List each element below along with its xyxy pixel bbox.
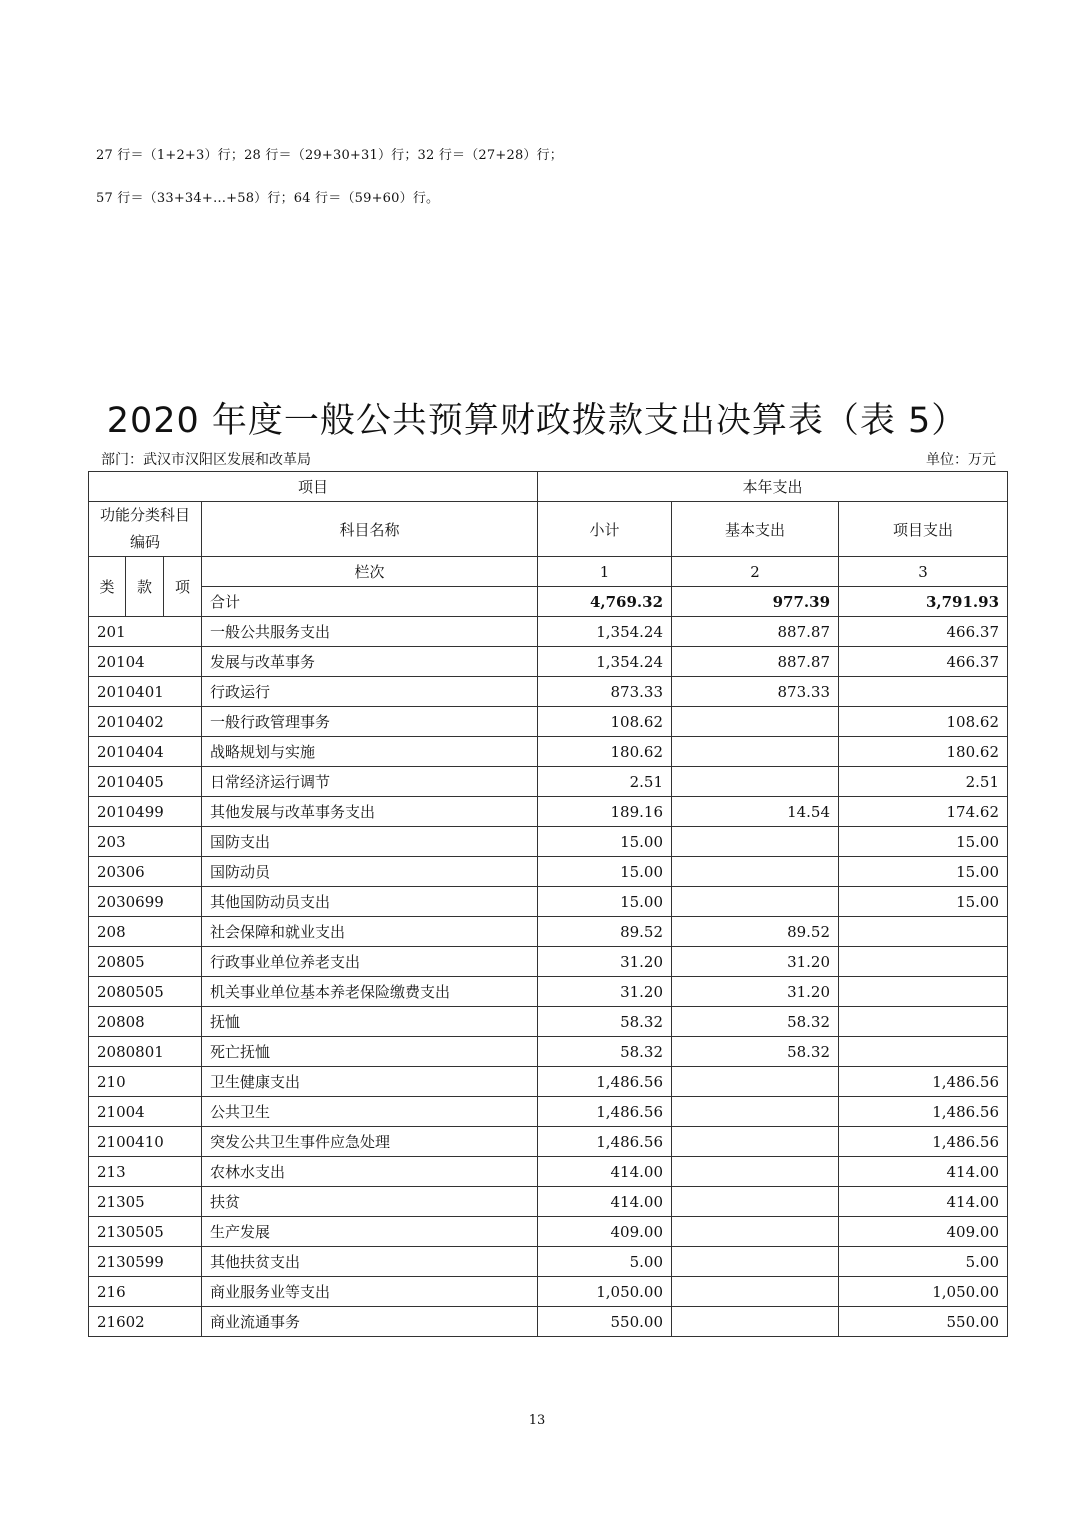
row-code: 203: [89, 827, 202, 857]
header-col1: 1: [538, 557, 672, 587]
row-basic: 58.32: [672, 1037, 839, 1067]
row-name: 生产发展: [202, 1217, 538, 1247]
row-project: 180.62: [839, 737, 1008, 767]
row-basic: 89.52: [672, 917, 839, 947]
row-project: [839, 917, 1008, 947]
row-basic: [672, 1097, 839, 1127]
page-number: 13: [528, 1413, 546, 1428]
row-basic: [672, 1067, 839, 1097]
row-subtotal: 414.00: [538, 1157, 672, 1187]
row-project: [839, 977, 1008, 1007]
row-code: 21305: [89, 1187, 202, 1217]
header-kuan: 款: [126, 557, 164, 617]
row-code: 2130505: [89, 1217, 202, 1247]
row-project: 1,050.00: [839, 1277, 1008, 1307]
table-row: [89, 617, 1008, 647]
row-project: 466.37: [839, 617, 1008, 647]
row-name: 农林水支出: [202, 1157, 538, 1187]
row-subtotal: 89.52: [538, 917, 672, 947]
row-subtotal: 5.00: [538, 1247, 672, 1277]
row-code: 20805: [89, 947, 202, 977]
row-project: 1,486.56: [839, 1127, 1008, 1157]
table-row: [89, 917, 1008, 947]
table-row: [89, 887, 1008, 917]
row-name: 扶贫: [202, 1187, 538, 1217]
row-subtotal: 189.16: [538, 797, 672, 827]
row-basic: [672, 737, 839, 767]
row-basic: [672, 1247, 839, 1277]
table-row: [89, 707, 1008, 737]
row-subtotal: 550.00: [538, 1307, 672, 1337]
row-subtotal: 15.00: [538, 857, 672, 887]
row-name: 商业服务业等支出: [202, 1277, 538, 1307]
row-code: 2080505: [89, 977, 202, 1007]
row-project: [839, 677, 1008, 707]
row-subtotal: 1,050.00: [538, 1277, 672, 1307]
row-name: 国防支出: [202, 827, 538, 857]
row-code: 21602: [89, 1307, 202, 1337]
row-name: 行政运行: [202, 677, 538, 707]
table-row: [89, 827, 1008, 857]
row-subtotal: 15.00: [538, 887, 672, 917]
row-name: 日常经济运行调节: [202, 767, 538, 797]
formula-note-2: 57 行＝（33+34+…+58）行；64 行＝（59+60）行。: [96, 191, 440, 206]
row-subtotal: 1,486.56: [538, 1097, 672, 1127]
row-name: 死亡抚恤: [202, 1037, 538, 1067]
row-subtotal: 1,486.56: [538, 1127, 672, 1157]
row-basic: [672, 707, 839, 737]
row-basic: [672, 1217, 839, 1247]
row-project: 550.00: [839, 1307, 1008, 1337]
row-name: 发展与改革事务: [202, 647, 538, 677]
header-col2: 2: [672, 557, 839, 587]
row-project: [839, 1037, 1008, 1067]
table-row: [89, 1127, 1008, 1157]
row-basic: 873.33: [672, 677, 839, 707]
row-project: 108.62: [839, 707, 1008, 737]
row-code: 2130599: [89, 1247, 202, 1277]
row-code: 20104: [89, 647, 202, 677]
header-subtotal: 小计: [538, 502, 672, 557]
row-project: 466.37: [839, 647, 1008, 677]
row-basic: [672, 857, 839, 887]
formula-note-1: 27 行＝（1+2+3）行；28 行＝（29+30+31）行；32 行＝（27+28）行；: [96, 148, 564, 163]
unit-label: 单位：万元: [926, 452, 996, 468]
row-project: 1,486.56: [839, 1067, 1008, 1097]
row-subtotal: 15.00: [538, 827, 672, 857]
row-basic: [672, 1277, 839, 1307]
row-name: 一般行政管理事务: [202, 707, 538, 737]
row-basic: 58.32: [672, 1007, 839, 1037]
table-row: [89, 1307, 1008, 1337]
row-project: 414.00: [839, 1187, 1008, 1217]
row-name: 卫生健康支出: [202, 1067, 538, 1097]
total-subtotal: 4,769.32: [538, 587, 672, 617]
table-row: [89, 1007, 1008, 1037]
table-row: [89, 977, 1008, 1007]
row-code: 2100410: [89, 1127, 202, 1157]
header-column-label: 栏次: [202, 557, 538, 587]
header-subject-name: 科目名称: [202, 502, 538, 557]
table-row: [89, 677, 1008, 707]
row-name: 商业流通事务: [202, 1307, 538, 1337]
row-name: 其他国防动员支出: [202, 887, 538, 917]
row-name: 其他发展与改革事务支出: [202, 797, 538, 827]
header-xiang: 项: [164, 557, 202, 617]
row-subtotal: 1,486.56: [538, 1067, 672, 1097]
row-subtotal: 58.32: [538, 1037, 672, 1067]
table-row: [89, 767, 1008, 797]
table-row: [89, 1187, 1008, 1217]
header-item: 项目: [89, 472, 538, 502]
row-basic: 14.54: [672, 797, 839, 827]
row-name: 战略规划与实施: [202, 737, 538, 767]
row-basic: 887.87: [672, 617, 839, 647]
row-code: 2010401: [89, 677, 202, 707]
department-label: 部门：武汉市汉阳区发展和改革局: [101, 452, 311, 468]
total-basic: 977.39: [672, 587, 839, 617]
table-row: [89, 947, 1008, 977]
row-basic: 887.87: [672, 647, 839, 677]
row-basic: [672, 1127, 839, 1157]
row-project: 5.00: [839, 1247, 1008, 1277]
budget-table: [88, 471, 1008, 1337]
header-func-code: 功能分类科目编码: [89, 502, 202, 557]
row-code: 20808: [89, 1007, 202, 1037]
row-subtotal: 1,354.24: [538, 647, 672, 677]
table-row: [89, 647, 1008, 677]
row-code: 21004: [89, 1097, 202, 1127]
row-name: 社会保障和就业支出: [202, 917, 538, 947]
page-title: 2020 年度一般公共预算财政拨款支出决算表（表 5）: [106, 401, 968, 441]
row-subtotal: 180.62: [538, 737, 672, 767]
table-row: [89, 1247, 1008, 1277]
row-name: 公共卫生: [202, 1097, 538, 1127]
row-name: 机关事业单位基本养老保险缴费支出: [202, 977, 538, 1007]
row-name: 抚恤: [202, 1007, 538, 1037]
row-code: 216: [89, 1277, 202, 1307]
row-basic: [672, 887, 839, 917]
row-basic: [672, 1157, 839, 1187]
total-label: 合计: [202, 587, 538, 617]
row-subtotal: 414.00: [538, 1187, 672, 1217]
row-subtotal: 58.32: [538, 1007, 672, 1037]
header-col3: 3: [839, 557, 1008, 587]
row-name: 行政事业单位养老支出: [202, 947, 538, 977]
header-basic: 基本支出: [672, 502, 839, 557]
row-code: 210: [89, 1067, 202, 1097]
row-name: 其他扶贫支出: [202, 1247, 538, 1277]
row-basic: 31.20: [672, 947, 839, 977]
table-row: [89, 1097, 1008, 1127]
row-code: 213: [89, 1157, 202, 1187]
row-basic: [672, 1307, 839, 1337]
row-code: 2010402: [89, 707, 202, 737]
table-row: [89, 1217, 1008, 1247]
row-name: 国防动员: [202, 857, 538, 887]
row-code: 2030699: [89, 887, 202, 917]
table-row: [89, 1157, 1008, 1187]
row-subtotal: 31.20: [538, 947, 672, 977]
table-row: [89, 1037, 1008, 1067]
table-row: [89, 737, 1008, 767]
row-subtotal: 1,354.24: [538, 617, 672, 647]
row-project: [839, 947, 1008, 977]
row-subtotal: 873.33: [538, 677, 672, 707]
row-project: 174.62: [839, 797, 1008, 827]
table-row: [89, 797, 1008, 827]
header-current-year: 本年支出: [538, 472, 1008, 502]
row-subtotal: 108.62: [538, 707, 672, 737]
row-basic: [672, 827, 839, 857]
header-project: 项目支出: [839, 502, 1008, 557]
row-code: 201: [89, 617, 202, 647]
row-code: 20306: [89, 857, 202, 887]
row-basic: [672, 1187, 839, 1217]
row-project: 409.00: [839, 1217, 1008, 1247]
header-lei: 类: [89, 557, 126, 617]
row-basic: 31.20: [672, 977, 839, 1007]
row-basic: [672, 767, 839, 797]
row-name: 突发公共卫生事件应急处理: [202, 1127, 538, 1157]
total-project: 3,791.93: [839, 587, 1008, 617]
row-project: 1,486.56: [839, 1097, 1008, 1127]
table-row: [89, 1277, 1008, 1307]
row-code: 2080801: [89, 1037, 202, 1067]
row-project: 15.00: [839, 857, 1008, 887]
row-project: 15.00: [839, 887, 1008, 917]
table-row: [89, 1067, 1008, 1097]
row-subtotal: 31.20: [538, 977, 672, 1007]
row-project: 2.51: [839, 767, 1008, 797]
table-row: [89, 857, 1008, 887]
row-project: [839, 1007, 1008, 1037]
row-code: 2010404: [89, 737, 202, 767]
row-name: 一般公共服务支出: [202, 617, 538, 647]
row-code: 2010405: [89, 767, 202, 797]
row-code: 208: [89, 917, 202, 947]
row-subtotal: 2.51: [538, 767, 672, 797]
row-code: 2010499: [89, 797, 202, 827]
row-project: 15.00: [839, 827, 1008, 857]
row-subtotal: 409.00: [538, 1217, 672, 1247]
row-project: 414.00: [839, 1157, 1008, 1187]
